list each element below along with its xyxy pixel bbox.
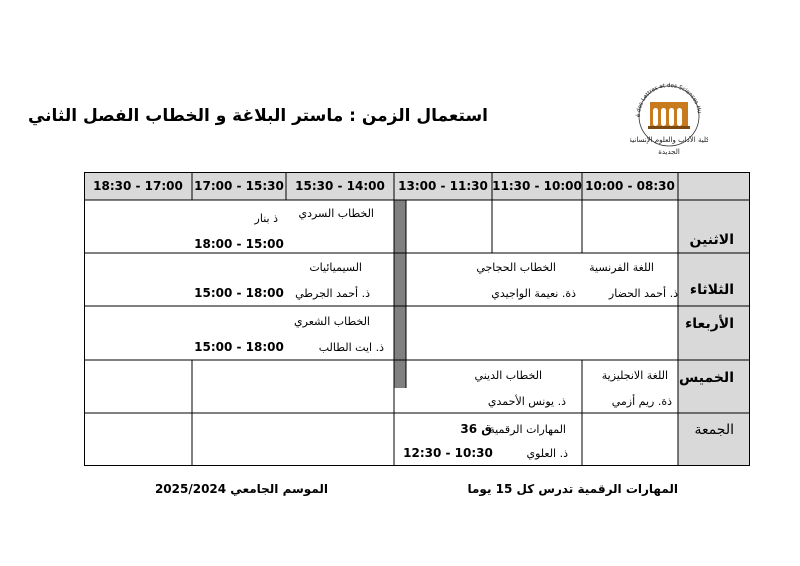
course-title: اللغة الفرنسية [589, 261, 654, 274]
time-slot-header: 17:00 - 15:30 [194, 179, 284, 193]
faculty-logo [630, 72, 708, 164]
session-time: 15:00 - 18:00 [194, 286, 284, 300]
day-label-friday: الجمعة [694, 422, 734, 438]
logo-arc-text: é des Lettres et des Sciences Hu [635, 82, 702, 118]
session-time: 12:30 - 10:30 [403, 446, 493, 460]
course-title: الخطاب الديني [474, 369, 542, 382]
room-label: ق 36 [460, 422, 492, 436]
day-label-tuesday: الثلاثاء [689, 282, 734, 298]
course-title: اللغة الانجليزية [601, 369, 668, 382]
teacher-name: ذ. ايت الطالب [318, 341, 384, 354]
teacher-name: ذ. يونس الأحمدي [487, 395, 566, 408]
teacher-name: ذ. العلوي [526, 447, 568, 460]
course-title: الخطاب السردي [298, 207, 374, 220]
timetable-grid [84, 172, 750, 466]
teacher-name: ذ. أحمد الحضار [608, 287, 678, 300]
faculty-arches-logo-icon [630, 72, 708, 164]
day-label-monday: الاثنين [689, 232, 734, 248]
course-title: الخطاب الشعري [294, 315, 370, 328]
day-label-thursday: الخميس [678, 370, 734, 386]
course-title: المهارات الرقمية [489, 423, 566, 436]
session-time: 18:00 - 15:00 [194, 237, 284, 251]
teacher-name: ذة. ريم أزمي [611, 395, 672, 408]
footer-note: المهارات الرقمية تدرس كل 15 يوما [467, 482, 678, 496]
logo-arabic-text: كلية الآداب والعلوم الإنسانية [630, 136, 708, 144]
teacher-name: ذ بنار [254, 212, 278, 225]
course-title: الخطاب الحجاجي [476, 261, 556, 274]
time-slot-header: 13:00 - 11:30 [398, 179, 488, 193]
teacher-name: ذ. أحمد الجرطي [295, 287, 370, 300]
teacher-name: ذة. نعيمة الواجيدي [491, 287, 576, 300]
page-title: استعمال الزمن : ماستر البلاغة و الخطاب الفصل الثاني [27, 106, 488, 126]
course-title: السيميائيات [309, 261, 362, 274]
time-slot-header: 10:00 - 08:30 [585, 179, 675, 193]
time-slot-header: 18:30 - 17:00 [93, 179, 183, 193]
time-slot-header: 15:30 - 14:00 [295, 179, 385, 193]
logo-city: الجديدة [658, 148, 680, 156]
day-label-wednesday: الأربعاء [685, 316, 734, 332]
session-time: 15:00 - 18:00 [194, 340, 284, 354]
footer-season: الموسم الجامعي 2025/2024 [154, 482, 328, 496]
time-slot-header: 11:30 - 10:00 [492, 179, 582, 193]
